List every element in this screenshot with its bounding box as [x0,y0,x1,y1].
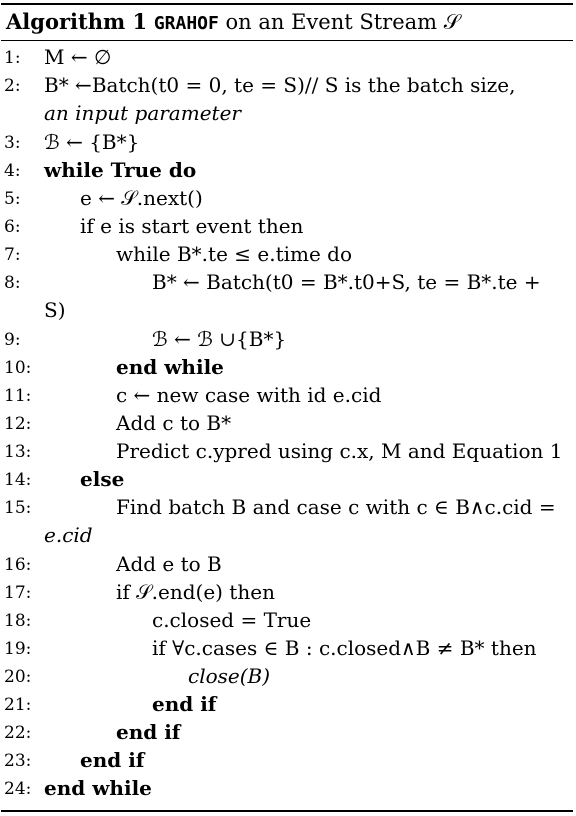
algorithm-caption [6,9,460,35]
algorithm-title-rest: on an Event Stream 𝒮 [225,10,461,34]
line-number: 7: [4,245,21,265]
line-number: 11: [4,386,32,406]
line-text: end if [152,692,217,716]
line-number: 9: [4,330,21,350]
line-continuation: S) [44,298,66,322]
line-text: while B*.te ≤ e.time do [116,242,353,266]
line-number: 23: [4,751,32,771]
top-rule [1,3,573,5]
caption-rule [1,40,573,41]
line-number: 4: [4,161,21,181]
algorithm-name: GRAHOF [153,13,219,34]
line-text: Find batch B and case c with c ∈ B∧c.cid = [116,495,556,519]
line-number: 21: [4,695,32,715]
line-number: 3: [4,133,21,153]
line-number: 24: [4,779,32,799]
line-text: ℬ ← ℬ ∪{B*} [152,327,287,351]
line-text: else [80,467,125,491]
line-number: 15: [4,498,32,518]
line-text: end if [80,748,145,772]
line-text: e ← 𝒮.next() [80,186,203,210]
line-text: if 𝒮.end(e) then [116,580,275,604]
line-number: 2: [4,76,21,96]
line-text: close(B) [188,664,271,688]
line-number: 8: [4,273,21,293]
line-text: M ← ∅ [44,45,112,69]
line-text: ℬ ← {B*} [44,130,140,154]
bottom-rule [1,810,573,812]
line-text: if ∀c.cases ∈ B : c.closed∧B ≠ B* then [152,636,537,660]
line-number: 13: [4,442,32,462]
line-number: 18: [4,611,32,631]
line-number: 1: [4,48,21,68]
line-text: if e is start event then [80,214,304,238]
line-text: end while [116,355,224,379]
line-text: B* ←Batch(t0 = 0, te = S)// S is the batch size, [44,73,516,97]
line-number: 10: [4,358,32,378]
algorithm-label: Algorithm 1 [6,9,148,34]
line-number: 17: [4,583,32,603]
line-number: 12: [4,414,32,434]
line-text: while True do [44,158,197,182]
line-number: 20: [4,667,32,687]
line-number: 5: [4,189,21,209]
line-text: Add e to B [116,552,222,576]
line-number: 19: [4,639,32,659]
line-continuation: an input parameter [44,101,241,125]
line-text: c.closed = True [152,608,312,632]
line-number: 16: [4,555,32,575]
line-number: 22: [4,723,32,743]
line-number: 14: [4,470,32,490]
line-continuation: e.cid [44,523,93,547]
line-text: Add c to B* [116,411,232,435]
line-text: c ← new case with id e.cid [116,383,382,407]
line-text: B* ← Batch(t0 = B*.t0+S, te = B*.te + [152,270,541,294]
line-text: end if [116,720,181,744]
line-number: 6: [4,217,21,237]
line-text: Predict c.ypred using c.x, M and Equation 1 [116,439,563,463]
line-text: end while [44,776,152,800]
